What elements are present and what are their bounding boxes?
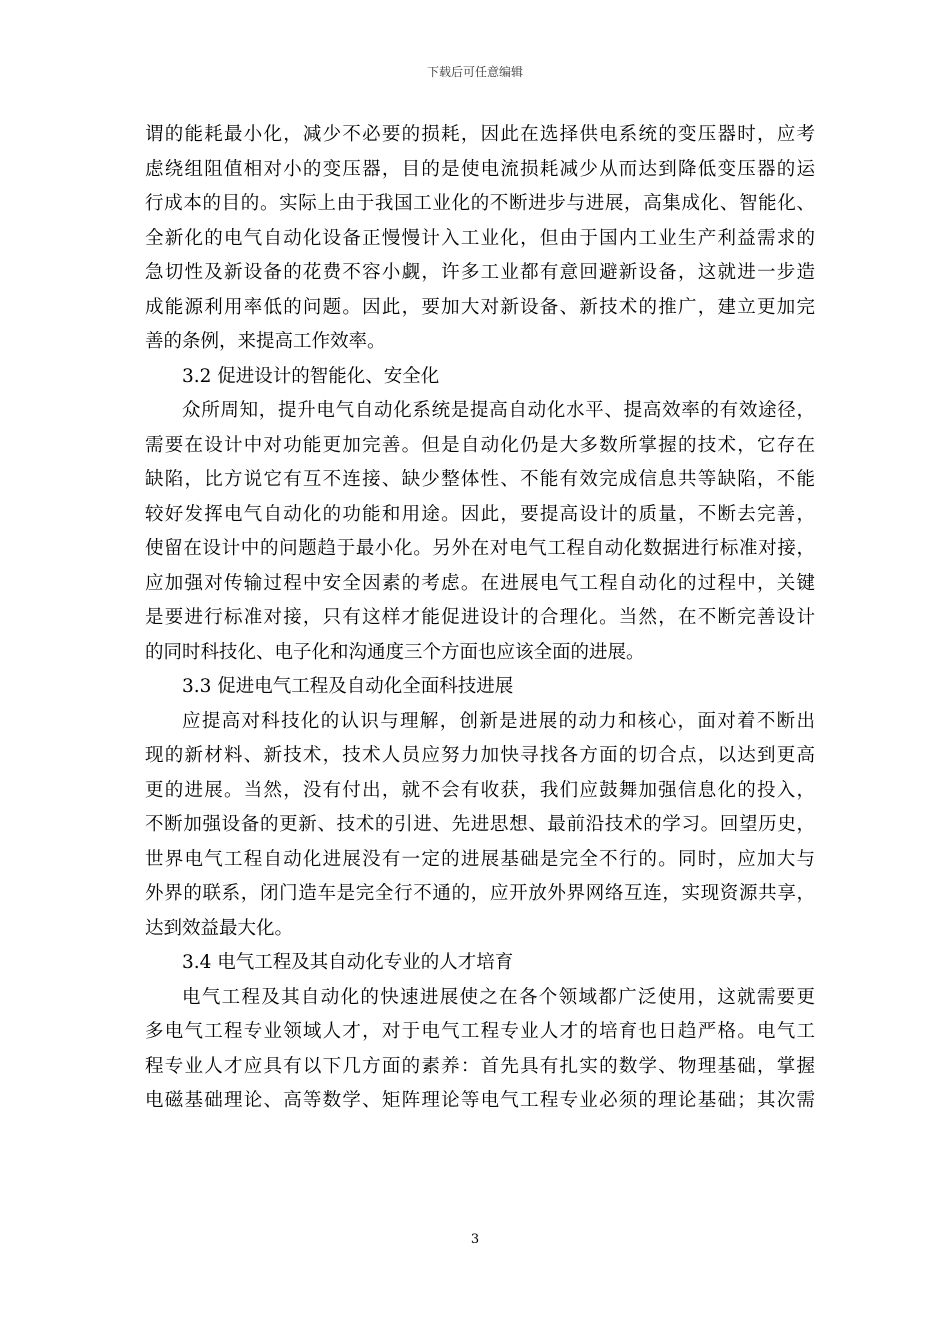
text-line: 不断加强设备的更新、技术的引进、先进思想、最前沿技术的学习。回望历史， <box>145 814 815 835</box>
text-line: 虑绕组阻值相对小的变压器，目的是使电流损耗减少从而达到降低变压器的运 <box>145 158 815 180</box>
text-line: 是要进行标准对接，只有这样才能促进设计的合理化。当然，在不断完善设计 <box>145 607 815 628</box>
section-heading: 3.4 电气工程及其自动化专业的人才培育 <box>182 952 514 973</box>
text-line: 全新化的电气自动化设备正慢慢计入工业化，但由于国内工业生产利益需求的 <box>145 227 815 249</box>
page-number: 3 <box>470 1232 480 1247</box>
page-header: 下载后可任意编辑 <box>426 65 523 79</box>
text-line: 世界电气工程自动化进展没有一定的进展基础是完全不行的。同时，应加大与 <box>145 848 815 870</box>
text-line: 更的进展。当然，没有付出，就不会有收获，我们应鼓舞加强信息化的投入， <box>145 779 815 801</box>
text-line: 外界的联系，闭门造车是完全行不通的，应开放外界网络互连，实现资源共享， <box>145 883 815 904</box>
text-line: 较好发挥电气自动化的功能和用途。因此，要提高设计的质量，不断去完善， <box>145 503 815 525</box>
text-line: 成能源利用率低的问题。因此，要加大对新设备、新技术的推广，建立更加完 <box>145 296 815 318</box>
text-line: 缺陷，比方说它有互不连接、缺少整体性、不能有效完成信息共等缺陷，不能 <box>145 469 815 490</box>
text-line: 电气工程及其自动化的快速进展使之在各个领域都广泛使用，这就需要更 <box>182 986 815 1008</box>
text-line: 多电气工程专业领域人才，对于电气工程专业人才的培育也日趋严格。电气工 <box>145 1021 815 1042</box>
paragraph <box>145 705 815 947</box>
text-line: 需要在设计中对功能更加完善。但是自动化仍是大多数所掌握的技术，它存在 <box>145 434 815 456</box>
text-line: 应提高对科技化的认识与理解，创新是进展的动力和核心，面对着不断出 <box>182 710 815 732</box>
text-line: 程专业人才应具有以下几方面的素养：首先具有扎实的数学、物理基础，掌握 <box>145 1055 815 1077</box>
text-line: 使留在设计中的问题趋于最小化。另外在对电气工程自动化数据进行标准对接， <box>145 538 815 559</box>
text-line: 行成本的目的。实际上由于我国工业化的不断进步与进展，高集成化、智能化、 <box>145 193 815 214</box>
text-line: 谓的能耗最小化，减少不必要的损耗，因此在选择供电系统的变压器时，应考 <box>145 124 815 145</box>
text-line: 众所周知，提升电气自动化系统是提高自动化水平、提高效率的有效途径， <box>182 400 815 421</box>
paragraph <box>145 981 815 1119</box>
paragraph <box>145 394 815 670</box>
text-line: 急切性及新设备的花费不容小觑，许多工业都有意回避新设备，这就进一步造 <box>145 262 815 283</box>
text-line: 电磁基础理论、高等数学、矩阵理论等电气工程专业必须的理论基础；其次需 <box>145 1090 815 1111</box>
section-heading: 3.3 促进电气工程及自动化全面科技进展 <box>182 676 514 697</box>
text-line: 应加强对传输过程中安全因素的考虑。在进展电气工程自动化的过程中，关键 <box>145 572 815 594</box>
text-line: 现的新材料、新技术，技术人员应努力加快寻找各方面的切合点，以达到更高 <box>145 745 815 766</box>
document-body <box>145 118 815 1119</box>
text-line: 善的条例，来提高工作效率。 <box>145 331 386 352</box>
text-line: 的同时科技化、电子化和沟通度三个方面也应该全面的进展。 <box>145 641 645 663</box>
paragraph <box>145 118 815 360</box>
section-heading: 3.2 促进设计的智能化、安全化 <box>182 365 440 387</box>
text-line: 达到效益最大化。 <box>145 917 294 939</box>
